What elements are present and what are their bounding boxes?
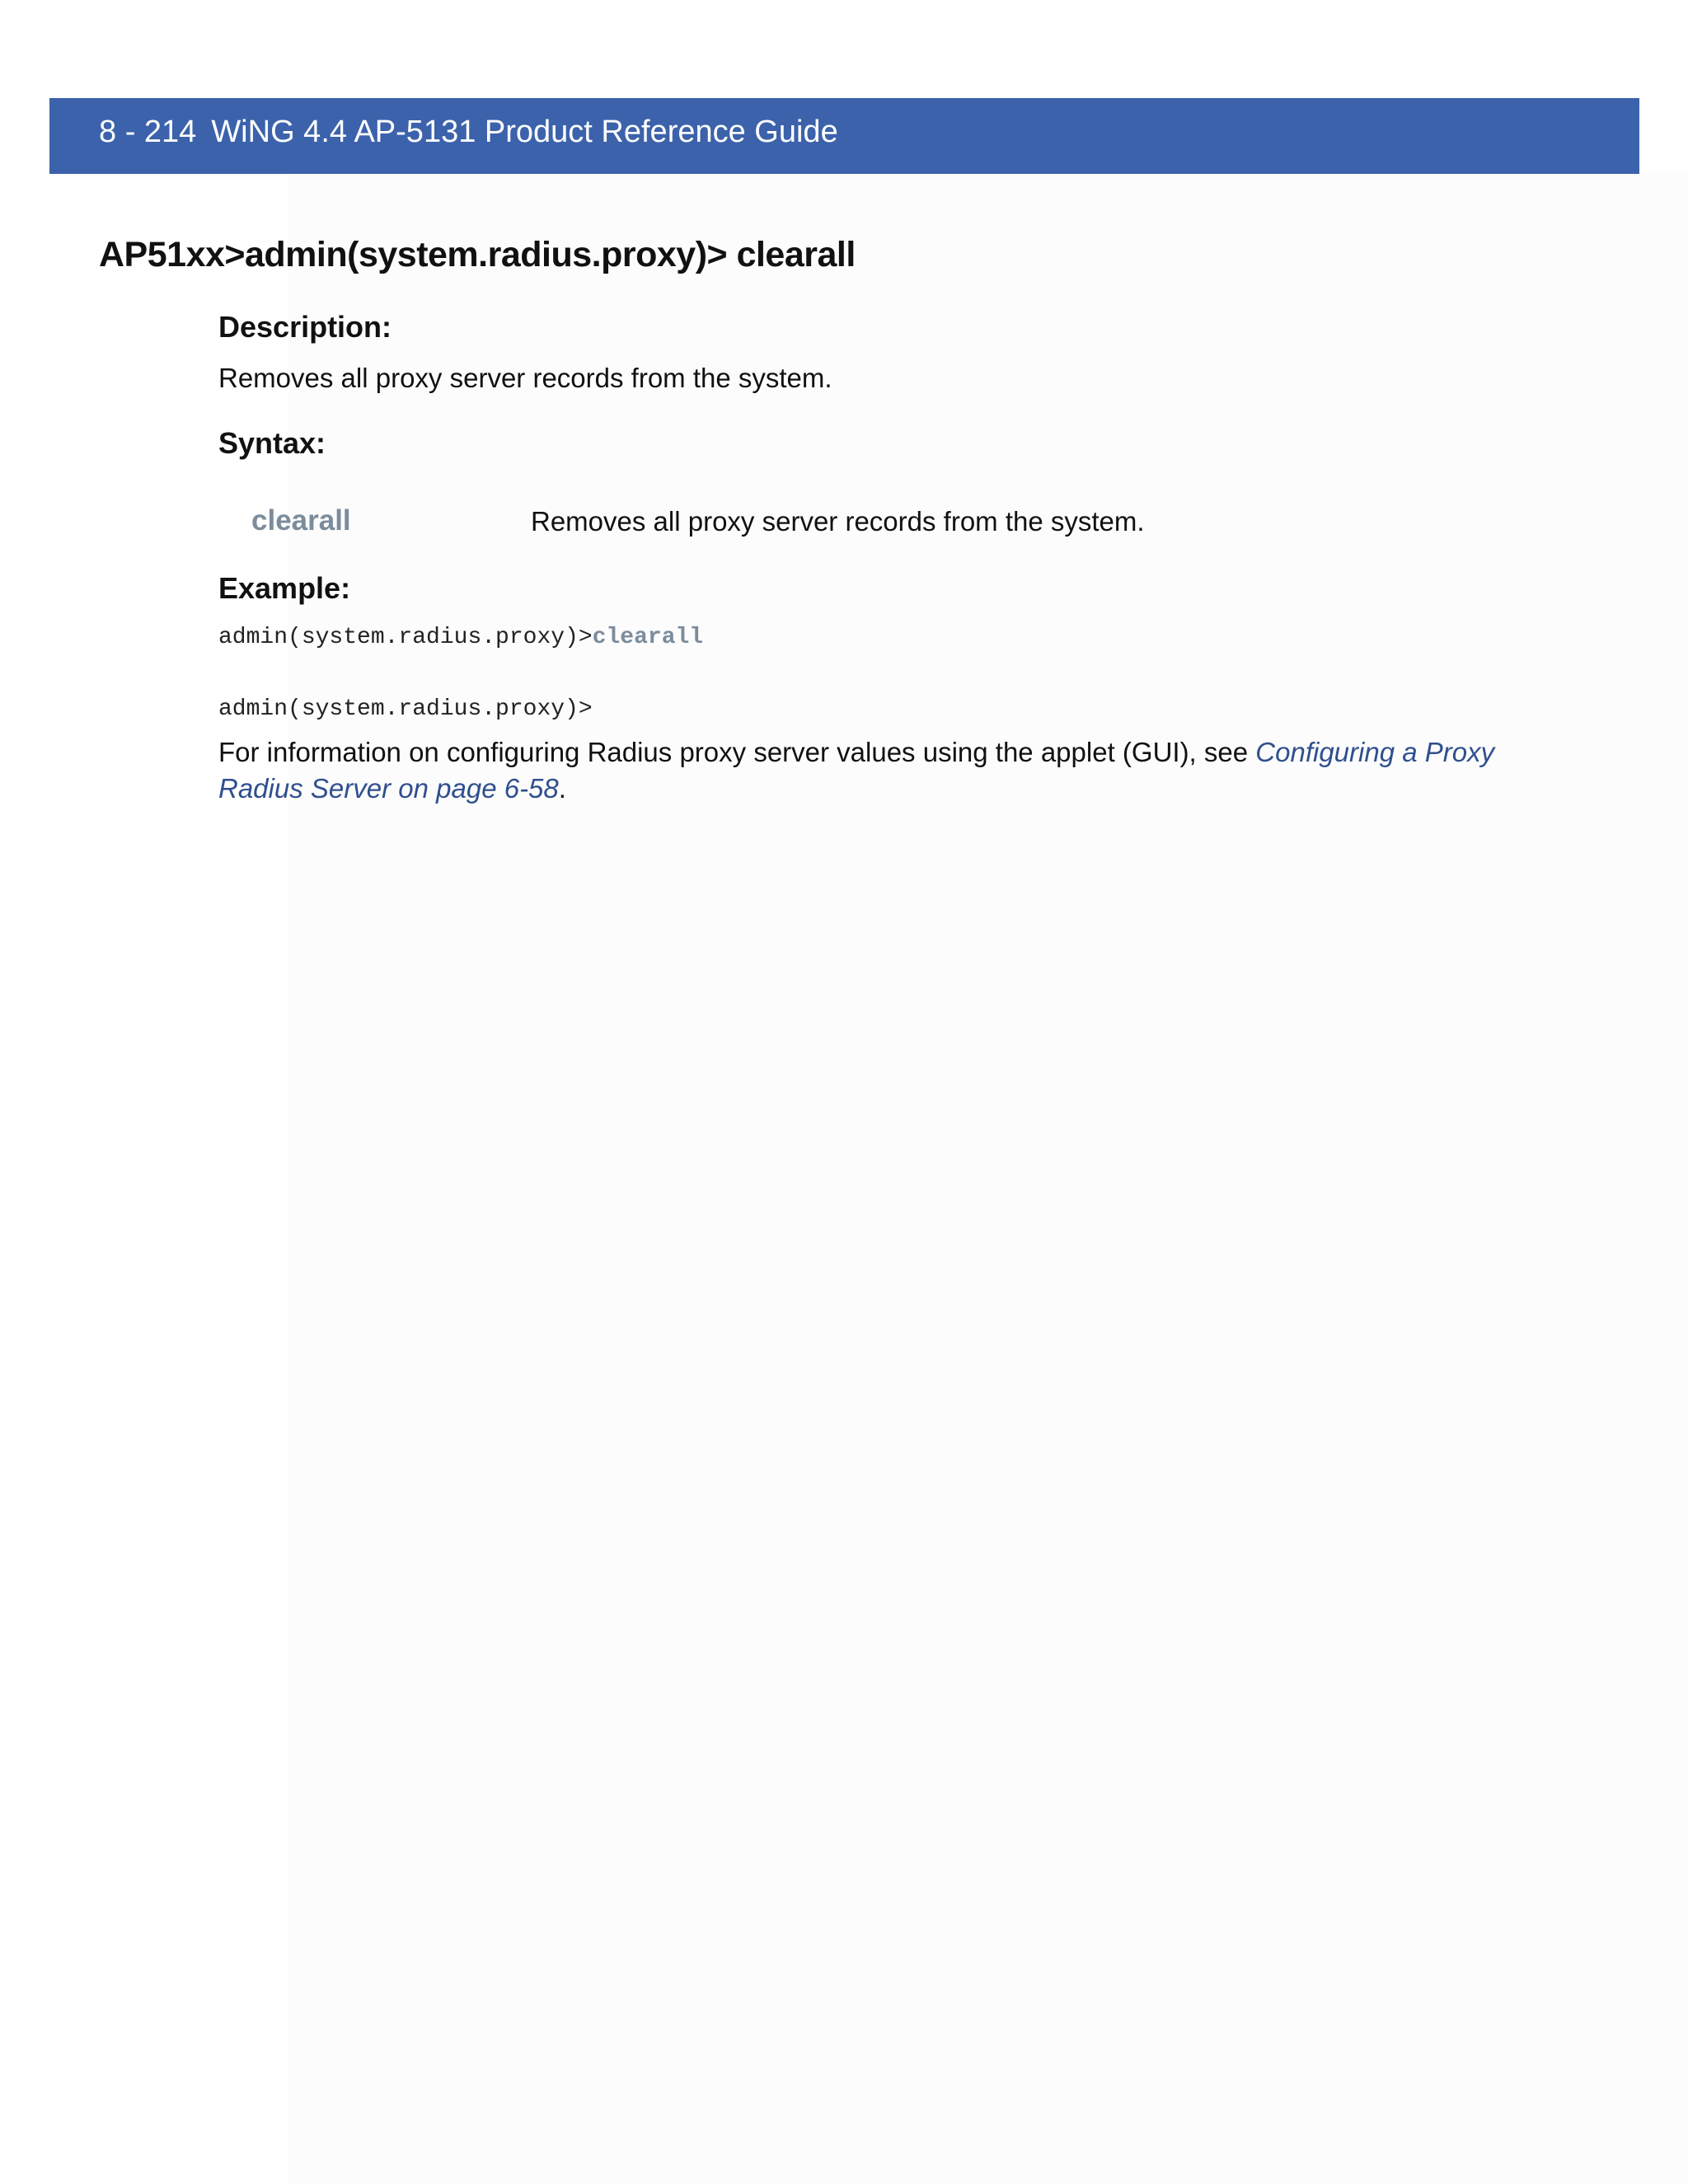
description-text: Removes all proxy server records from the system. <box>218 363 832 393</box>
guide-title: WiNG 4.4 AP-5131 Product Reference Guide <box>211 115 838 149</box>
page-number: 8 - 214 <box>99 115 197 149</box>
page-background-tint <box>288 173 1688 2184</box>
command-heading: AP51xx>admin(system.radius.proxy)> clearall <box>99 235 856 274</box>
example-command: clearall <box>592 625 704 650</box>
note-end: . <box>558 773 566 804</box>
page-header <box>49 98 1639 174</box>
note-text: For information on configuring Radius proxy server values using the applet (GUI), see <box>218 737 1256 767</box>
example-line-1 <box>218 625 703 650</box>
header-text <box>99 115 838 150</box>
example-prompt: admin(system.radius.proxy)> <box>218 625 593 650</box>
cross-reference-paragraph <box>218 734 1554 807</box>
syntax-description: Removes all proxy server records from the system. <box>531 506 1145 537</box>
example-line-2: admin(system.radius.proxy)> <box>218 696 593 722</box>
cross-reference-link[interactable]: Configuring a Proxy Radius Server on page 6-58 <box>218 737 1495 804</box>
example-heading: Example: <box>218 571 351 605</box>
syntax-command: clearall <box>251 504 351 537</box>
syntax-heading: Syntax: <box>218 426 326 460</box>
description-heading: Description: <box>218 310 392 344</box>
